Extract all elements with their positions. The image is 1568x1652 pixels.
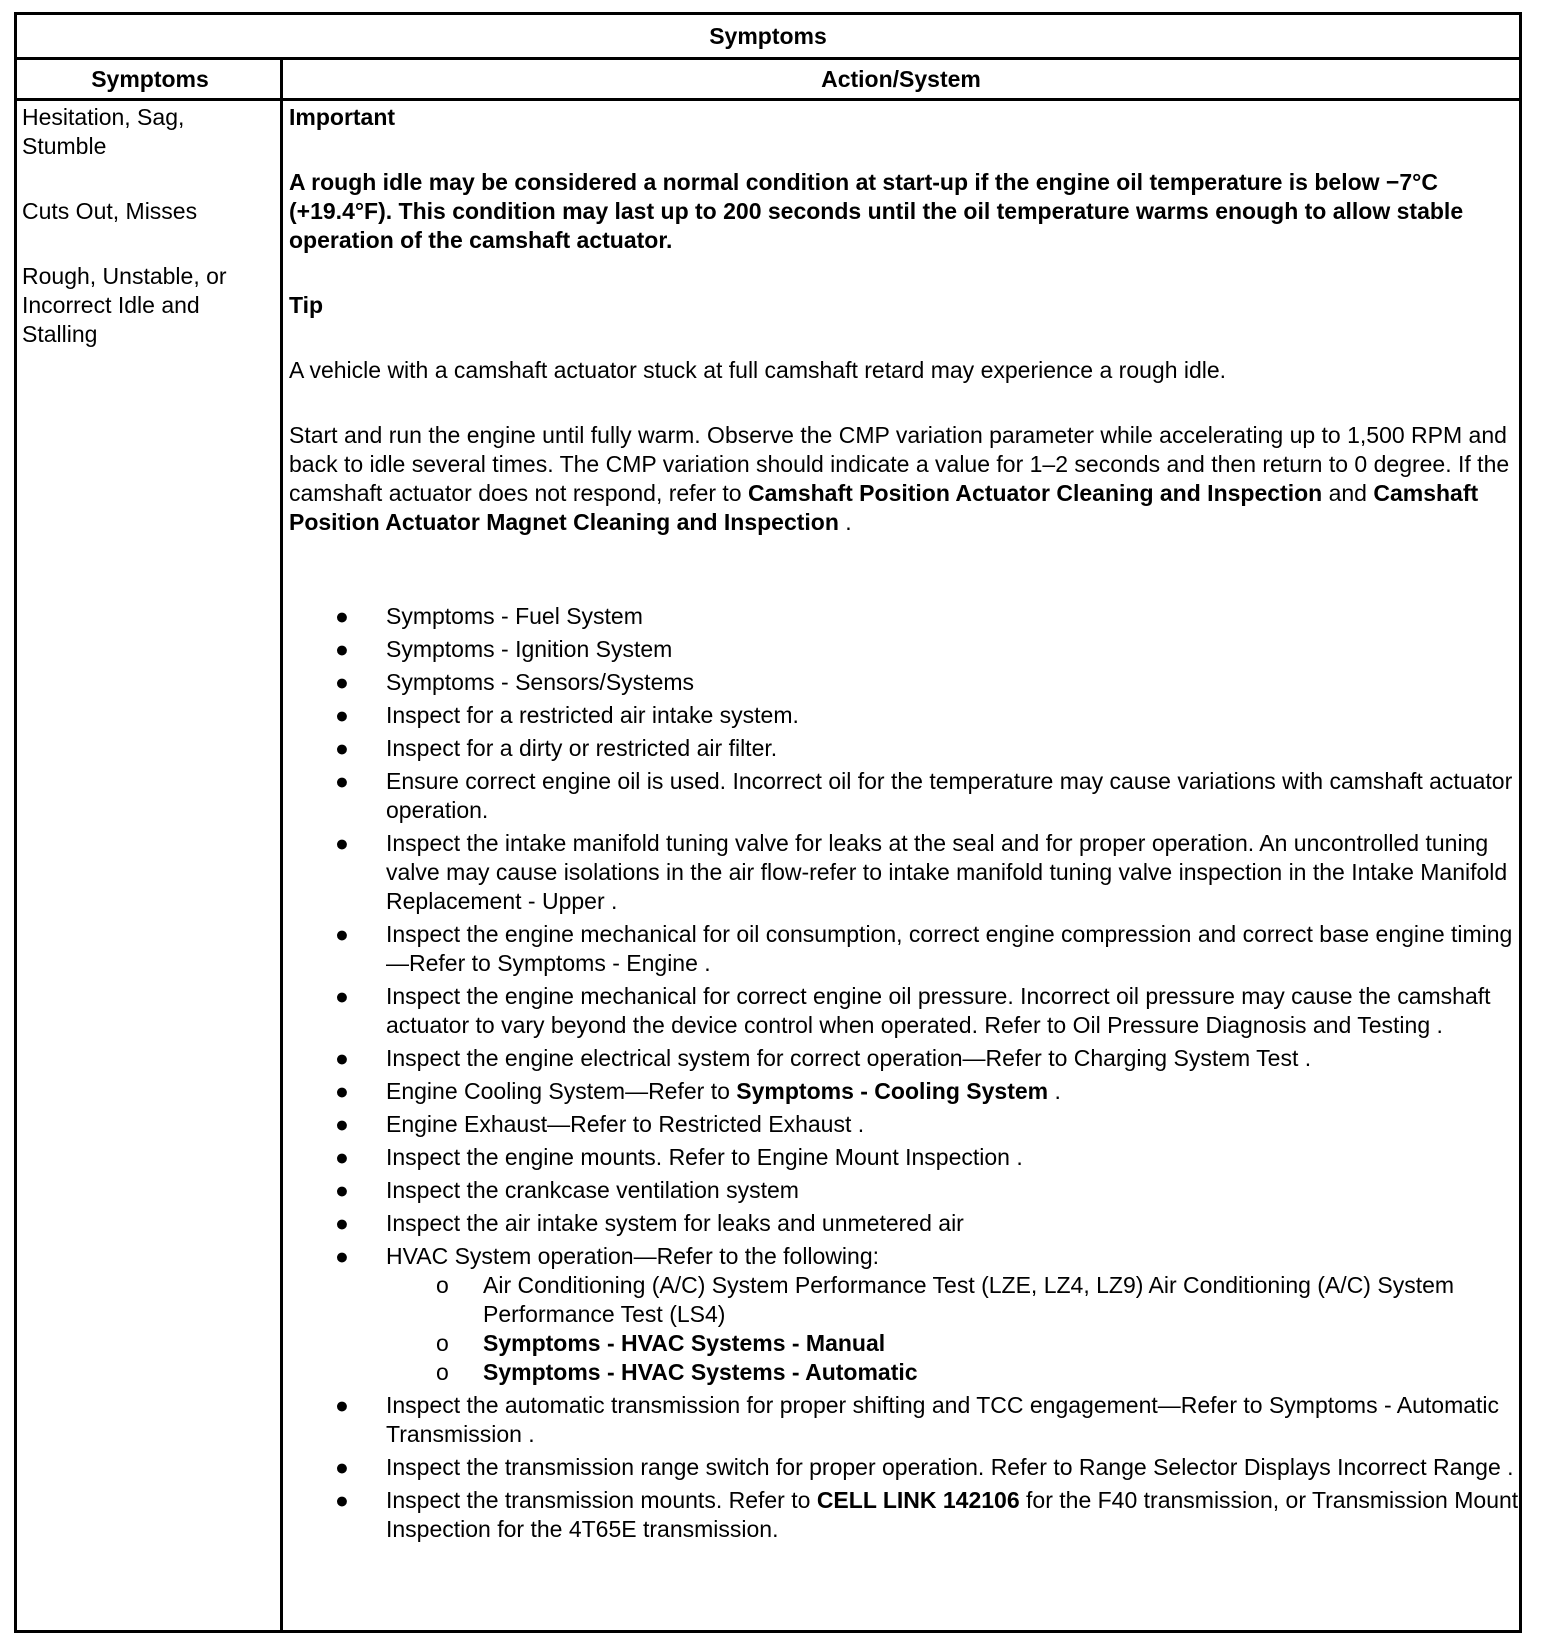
bullet-icon: ● [335,702,349,728]
list-item: ● Symptoms - Fuel System [335,603,643,629]
bullet-icon: ● [335,636,349,662]
bullet-icon: ● [335,1210,349,1236]
bullet-icon: ● [335,768,349,794]
list-item: ● Inspect the air intake system for leaks and unmetered air [335,1210,964,1236]
bullet-icon: ● [335,669,349,695]
procedure-end: . [838,509,852,535]
list-item: ● Inspect the transmission range switch for proper operation. Refer to Range Selector Displays Incorrect Range . [335,1454,1514,1480]
list-item: ● Inspect the engine mounts. Refer to Engine Mount Inspection . [335,1144,1023,1170]
list-item: ● Inspect the engine mechanical for correct engine oil pressure. Incorrect oil pressure may cause the camshaft actuator to vary beyond the device control when operated. Refer to Oil Pressure Diagnosis and Testing . [335,983,1491,1038]
symptoms-table [14,12,1522,1633]
hvac-automatic-link[interactable]: Symptoms - HVAC Systems - Automatic [483,1359,918,1385]
bullet-icon: ● [335,1392,349,1418]
bullet-icon: ● [335,921,349,947]
list-item: ● Inspect the crankcase ventilation system [335,1177,799,1203]
bullet-icon: ● [335,1045,349,1071]
bullet-icon: ● [335,1487,349,1513]
sub-bullet-icon: o [436,1272,449,1298]
list-item: ● Ensure correct engine oil is used. Incorrect oil for the temperature may cause variations with camshaft actuator operation. [335,768,1513,823]
column-divider [280,60,283,1630]
bullet-icon: ● [335,1177,349,1203]
important-text: A rough idle may be considered a normal condition at start-up if the engine oil temperature is below −7°C (+19.4°F). This condition may last up to 200 seconds until the oil temperature warms enough to allow stable operation of the camshaft actuator. [289,169,1464,253]
list-item: ● Inspect for a dirty or restricted air filter. [335,735,778,761]
sub-list-item: o Air Conditioning (A/C) System Performance Test (LZE, LZ4, LZ9) Air Conditioning (A/C) System Performance Test (LS4) [436,1272,1455,1327]
table-header-row [17,60,1519,101]
action-column [289,103,1525,1548]
sub-bullet-icon: o [436,1330,449,1356]
list-item: ● Symptoms - Sensors/Systems [335,669,695,695]
bullet-icon: ● [335,830,349,856]
cooling-system-link[interactable]: Symptoms - Cooling System [736,1078,1049,1104]
sub-bullet-icon: o [436,1359,449,1385]
sub-list-item [386,1358,1525,1387]
action-list [289,602,1525,1544]
header-symptoms: Symptoms [91,65,209,92]
camshaft-actuator-cleaning-link[interactable]: Camshaft Position Actuator Cleaning and Inspection [747,480,1323,506]
symptom-rough-idle: Rough, Unstable, or Incorrect Idle and Stalling [22,263,227,347]
sub-list-item [386,1329,1525,1358]
bullet-icon: ● [335,1144,349,1170]
list-item: ● Inspect the engine mechanical for oil consumption, correct engine compression and correct base engine timing—Refer to Symptoms - Engine . [335,921,1513,976]
hvac-sub-list [386,1271,1525,1387]
symptom-hesitation: Hesitation, Sag, Stumble [22,104,185,159]
hvac-manual-link[interactable]: Symptoms - HVAC Systems - Manual [483,1330,886,1356]
cell-link[interactable]: CELL LINK 142106 [816,1487,1020,1513]
procedure-text: Start and run the engine until fully warm. Observe the CMP variation parameter while accelerating up to 1,500 RPM and back to idle several times. The CMP variation should indicate a value for 1–2 seconds and then return to 0 degree. If the camshaft actuator does not respond, refer to [289,422,1510,506]
bullet-icon: ● [335,1243,349,1269]
symptom-cuts-out: Cuts Out, Misses [22,198,198,224]
list-item: ● Inspect the automatic transmission for proper shifting and TCC engagement—Refer to Symptoms - Automatic Transmission . [335,1392,1500,1447]
list-item: ● Inspect for a restricted air intake system. [335,702,799,728]
list-item: ● Symptoms - Ignition System [335,636,673,662]
list-item: ● Engine Cooling System—Refer to Symptoms - Cooling System . [335,1078,1061,1104]
bullet-icon: ● [335,983,349,1009]
bullet-icon: ● [335,1111,349,1137]
symptoms-column [22,103,272,385]
list-item: ● Inspect the engine electrical system for correct operation—Refer to Charging System Test . [335,1045,1312,1071]
list-item: ● Inspect the transmission mounts. Refer to CELL LINK 142106 for the F40 transmission, or Transmission Mount Inspection for the 4T65E transmission. [335,1487,1519,1542]
list-item: ● Engine Exhaust—Refer to Restricted Exhaust . [335,1111,865,1137]
bullet-icon: ● [335,603,349,629]
header-action-system: Action/System [821,65,981,92]
procedure-paragraph [289,421,1525,537]
table-title: Symptoms [17,15,1519,60]
list-item: ● HVAC System operation—Refer to the following: o Air Conditioning (A/C) System Performance Test (LZE, LZ4, LZ9) Air Conditioning (A/C) System Performance Test (LS4) o Symptoms - HVAC Systems - Manual o Symptoms - HVAC Systems - Automatic [289,1242,1525,1387]
bullet-icon: ● [335,1078,349,1104]
camshaft-magnet-cleaning-link[interactable]: Camshaft Position Actuator Magnet Cleaning and Inspection [289,480,1479,535]
procedure-and: and [1322,480,1374,506]
bullet-icon: ● [335,735,349,761]
tip-text: A vehicle with a camshaft actuator stuck at full camshaft retard may experience a rough idle. [289,357,1227,383]
important-label: Important [289,104,396,130]
bullet-icon: ● [335,1454,349,1480]
tip-label: Tip [289,292,324,318]
list-item: ● Inspect the intake manifold tuning valve for leaks at the seal and for proper operation. An uncontrolled tuning valve may cause isolations in the air flow-refer to intake manifold tuning valve inspection in the Intake Manifold Replacement - Upper . [335,830,1508,914]
